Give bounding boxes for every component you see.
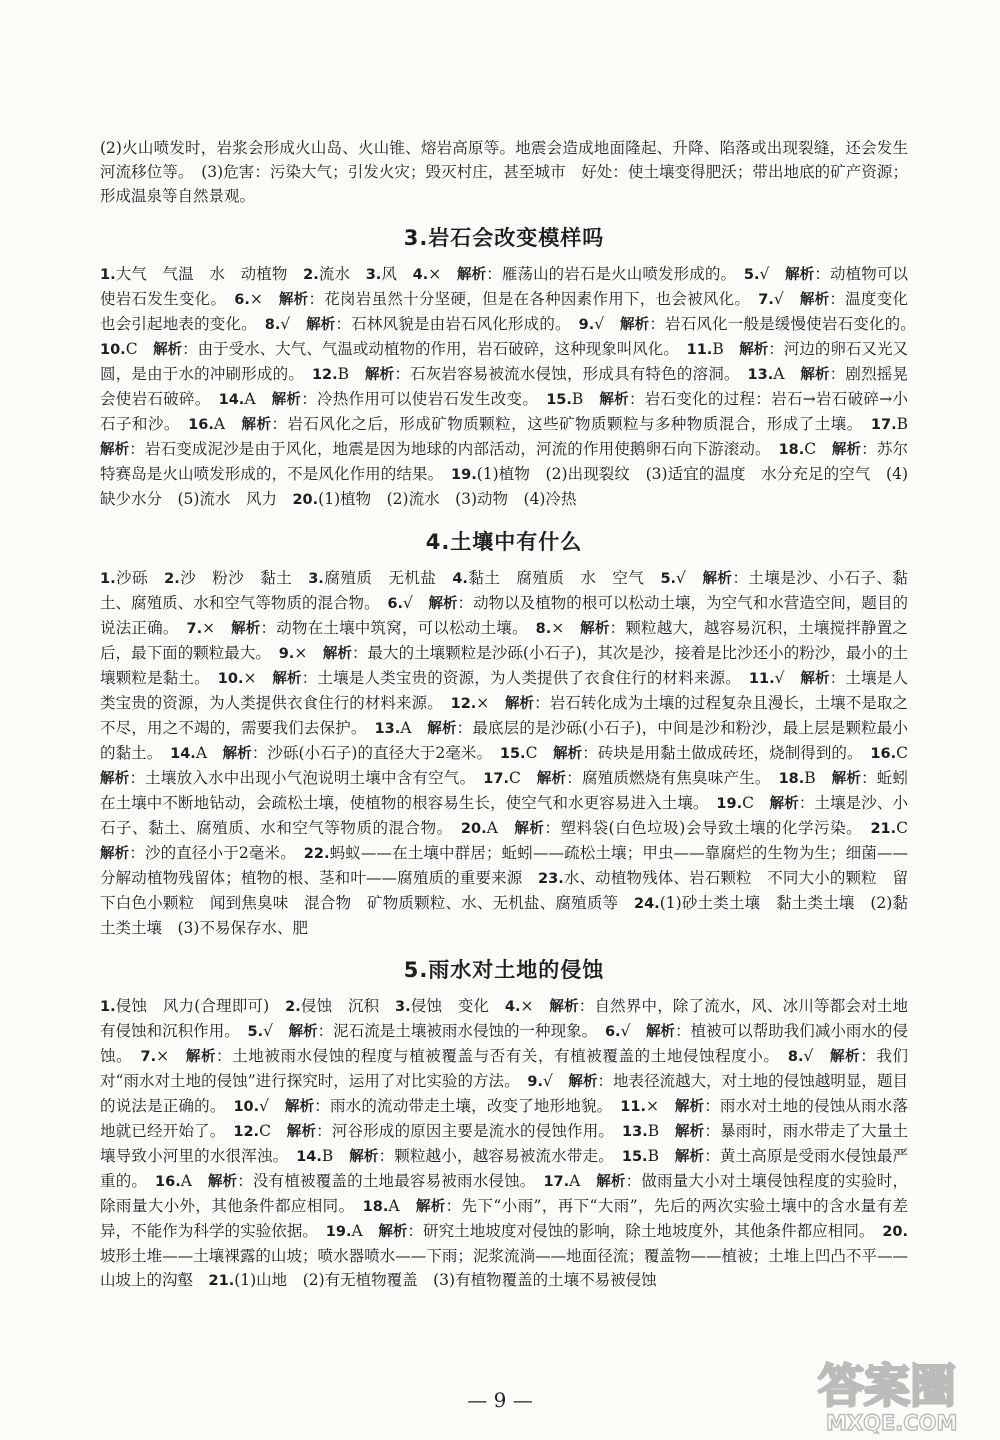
section-title-3: 3.岩石会改变模样吗 — [403, 226, 605, 250]
watermark-logo — [812, 1352, 987, 1436]
intro-paragraph: (2)火山喷发时，岩浆会形成火山岛、火山锥、熔岩高原等。地震会造成地面隆起、升降、陷落或出现裂缝，还会发生河流移位等。 (3)危害：污染大气；引发火灾；毁灭村庄，甚至城市 好处：使土壤变得肥沃；带出地底的矿产资源；形成温泉等自然景观。 — [100, 139, 908, 205]
answer-page — [100, 136, 924, 1293]
section-title-5: 5.雨水对土地的侵蚀 — [403, 958, 605, 982]
section-answers-4: 1.沙砾 2.沙 粉沙 黏土 3.腐殖质 无机盐 4.黏土 腐殖质 水 空气 5.√ 解析：土壤是沙、小石子、黏土、腐殖质、水和空气等物质的混合物。 6.√ 解析：动物以及植物的根可以松动土壤，为空气和水营造空间，题目的说法正确。 7.× 解析：动物在土壤中筑窝，可以松动土壤。 8.× 解析：颗粒越大，越容易沉积，土壤搅拌静置之后，最下面的颗粒最大。 9.× 解析：最大的土壤颗粒是沙砾(小石子)，其次是沙，接着是比沙还小的粉沙，最小的土壤颗粒是黏土。 10.× 解析：土壤是人类宝贵的资源，为人类提供了衣食住行的材料来源。 11.√ 解析：土壤是人类宝贵的资源，为人类提供衣食住行的材料来源。 12.× 解析：岩石转化成为土壤的过程复杂且漫长，土壤不是取之不尽，用之不竭的，需要我们去保护。 13.A 解析：最底层的是沙砾(小石子)，中间是沙和粉沙，最上层是颗粒最小的黏土。 14.A 解析：沙砾(小石子)的直径大于2毫米。 15.C 解析：砖块是用黏土做成砖坯，烧制得到的。 16.C 解析：土壤放入水中出现小气泡说明土壤中含有空气。 17.C 解析：腐殖质燃烧有焦臭味产生。 18.B 解析：蚯蚓在土壤中不断地钻动，会疏松土壤，使植物的根容易生长，使空气和水更容易进入土壤。 19.C 解析：土壤是沙、小石子、黏土、腐殖质、水和空气等物质的混合物。 20.A 解析：塑料袋(白色垃圾)会导致土壤的化学污染。 21.C 解析：沙的直径小于2毫米。 22.蚂蚁——在土壤中群居；蚯蚓——疏松土壤；甲虫——靠腐烂的生物为生；细菌——分解动植物残留体；植物的根、茎和叶——腐殖质的重要来源 23.水、动植物残体、岩石颗粒 不同大小的颗粒 留下白色小颗粒 闻到焦臭味 混合物 矿物质颗粒、水、无机盐、腐殖质等 24.(1)砂土类土壤 黏土类土壤 (2)黏土类土壤 (3)不易保存水、肥 — [100, 569, 924, 937]
section-title-4: 4.土壤中有什么 — [425, 530, 583, 554]
watermark-logo-text: 答案圈 — [818, 1359, 956, 1413]
section-answers-3: 1.大气 气温 水 动植物 2.流水 3.风 4.× 解析：雁荡山的岩石是火山喷发形成的。 5.√ 解析：动植物可以使岩石发生变化。 6.× 解析：花岗岩虽然十分坚硬，但是在各种因素作用下，也会被风化。 7.√ 解析：温度变化也会引起地表的变化。 8.√ 解析：石林风貌是由岩石风化形成的。 9.√ 解析：岩石风化一般是缓慢使岩石变化的。 10.C 解析：由于受水、大气、气温或动植物的作用，岩石破碎，这种现象叫风化。 11.B 解析：河边的卵石又光又圆，是由于水的冲刷形成的。 12.B 解析：石灰岩容易被流水侵蚀，形成具有特色的溶洞。 13.A 解析：剧烈摇晃会使岩石破碎。 14.A 解析：冷热作用可以使岩石发生改变。 15.B 解析：岩石变化的过程：岩石→岩石破碎→小石子和沙。 16.A 解析：岩石风化之后，形成矿物质颗粒，这些矿物质颗粒与多种物质混合，形成了土壤。 17.B 解析：岩石变成泥沙是由于风化，地震是因为地球的内部活动，河流的作用使鹅卵石向下游滚动。 18.C 解析：苏尔特赛岛是火山喷发形成的，不是风化作用的结果。 19.(1)植物 (2)出现裂纹 (3)适宜的温度 水分充足的空气 (4)缺少水分 (5)流水 风力 20.(1)植物 (2)流水 (3)动物 (4)冷热 — [100, 265, 924, 508]
page-number: — 9 — — [467, 1388, 533, 1412]
watermark-url: MXQE.COM — [826, 1411, 958, 1435]
section-answers-5: 1.侵蚀 风力(合理即可) 2.侵蚀 沉积 3.侵蚀 变化 4.× 解析：自然界中，除了流水，风、冰川等都会对土地有侵蚀和沉积作用。 5.√ 解析：泥石流是土壤被雨水侵蚀的一种现象。 6.√ 解析：植被可以帮助我们减小雨水的侵蚀。 7.× 解析：土地被雨水侵蚀的程度与植被覆盖与否有关，有植被覆盖的土地侵蚀程度小。 8.√ 解析：我们对“雨水对土地的侵蚀”进行探究时，运用了对比实验的方法。 9.√ 解析：地表径流越大，对土地的侵蚀越明显，题目的说法是正确的。 10.√ 解析：雨水的流动带走土壤，改变了地形地貌。 11.× 解析：雨水对土地的侵蚀从雨水落地就已经开始了。 12.C 解析：河谷形成的原因主要是流水的侵蚀作用。 13.B 解析：暴雨时，雨水带走了大量土壤导致小河里的水很浑浊。 14.B 解析：颗粒越小，越容易被流水带走。 15.B 解析：黄土高原是受雨水侵蚀最严重的。 16.A 解析：没有植被覆盖的土地最容易被雨水侵蚀。 17.A 解析：做雨量大小对土壤侵蚀程度的实验时，除雨量大小外，其他条件都应相同。 18.A 解析：先下“小雨”，再下“大雨”，先后的两次实验土壤中的含水量有差异，不能作为科学的实验依据。 19.A 解析：研究土地坡度对侵蚀的影响，除土地坡度外，其他条件都应相同。 20.坡形土堆——土壤裸露的山坡；喷水器喷水——下雨；泥浆流淌——地面径流；覆盖物——植被；土堆上凹凸不平——山坡上的沟壑 21.(1)山地 (2)有无植物覆盖 (3)有植物覆盖的土壤不易被侵蚀 — [100, 997, 909, 1289]
